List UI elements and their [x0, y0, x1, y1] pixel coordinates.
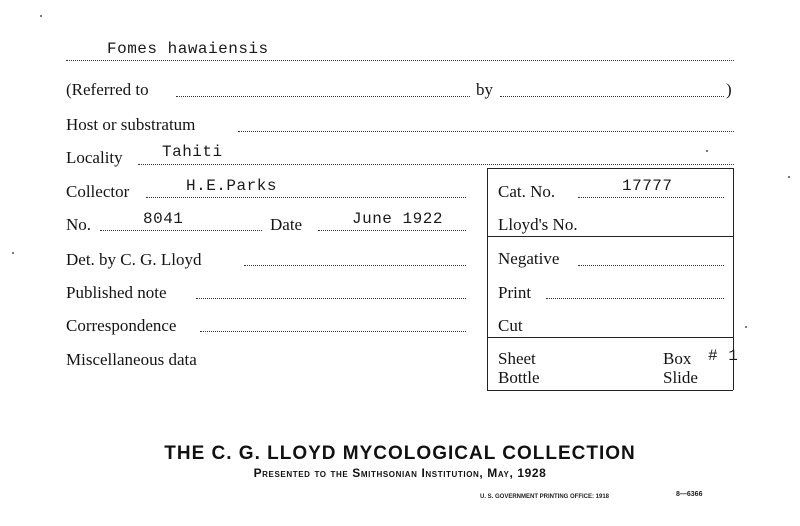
published-note-label: Published note	[66, 283, 167, 302]
cut-label: Cut	[498, 316, 523, 335]
scan-speck	[706, 150, 708, 152]
lloyds-no-rule	[488, 236, 733, 237]
collector-label: Collector	[66, 182, 130, 201]
locality-value: Tahiti	[162, 143, 223, 161]
host-line	[238, 131, 734, 132]
misc-data-label: Miscellaneous data	[66, 350, 197, 369]
det-by-label: Det. by C. G. Lloyd	[66, 250, 202, 269]
scan-speck	[788, 176, 790, 178]
cat-no-line	[578, 197, 724, 198]
cat-no-label: Cat. No.	[498, 182, 556, 201]
no-label: No.	[66, 215, 92, 234]
by-label: by	[476, 80, 493, 99]
slide-label: Slide	[663, 368, 698, 387]
locality-label: Locality	[66, 148, 123, 167]
negative-line	[578, 265, 724, 266]
print-label: Print	[498, 283, 532, 302]
species-line	[66, 60, 734, 61]
scan-speck	[40, 15, 42, 17]
print-line	[546, 298, 724, 299]
date-line	[318, 230, 466, 231]
collector-value: H.E.Parks	[186, 177, 277, 195]
scan-speck	[745, 326, 747, 328]
collection-title: THE C. G. LLOYD MYCOLOGICAL COLLECTION	[164, 443, 636, 464]
close-paren: )	[726, 80, 732, 99]
sheet-label: Sheet	[498, 349, 536, 368]
printing-office-note: U. S. GOVERNMENT PRINTING OFFICE: 1918	[480, 494, 610, 500]
no-value: 8041	[143, 210, 184, 228]
bottle-label: Bottle	[498, 368, 540, 387]
box-bottom	[487, 390, 733, 391]
correspondence-line	[200, 331, 466, 332]
referred-to-line	[176, 96, 470, 97]
cut-rule	[488, 337, 733, 338]
cat-no-value: 17777	[622, 177, 673, 195]
by-line	[500, 96, 724, 97]
negative-label: Negative	[498, 249, 560, 268]
collector-line	[146, 197, 466, 198]
locality-line	[138, 164, 734, 165]
date-label: Date	[270, 215, 303, 234]
correspondence-label: Correspondence	[66, 316, 177, 335]
box-top	[487, 168, 733, 169]
box-left	[487, 168, 488, 390]
published-note-line	[196, 298, 466, 299]
date-value: June 1922	[352, 210, 443, 228]
scan-speck	[12, 252, 14, 254]
lloyds-no-label: Lloyd's No.	[498, 215, 578, 234]
box-number: # 1	[708, 347, 739, 365]
referred-to-label: (Referred to	[66, 80, 149, 99]
no-line	[100, 230, 262, 231]
species-name: Fomes hawaiensis	[107, 40, 269, 58]
det-by-line	[244, 265, 466, 266]
host-label: Host or substratum	[66, 115, 196, 134]
box-label: Box	[663, 349, 692, 368]
form-number: 8—6366	[676, 491, 703, 498]
collection-subtitle: Presented to the Smithsonian Institution, May, 1928	[253, 466, 547, 480]
